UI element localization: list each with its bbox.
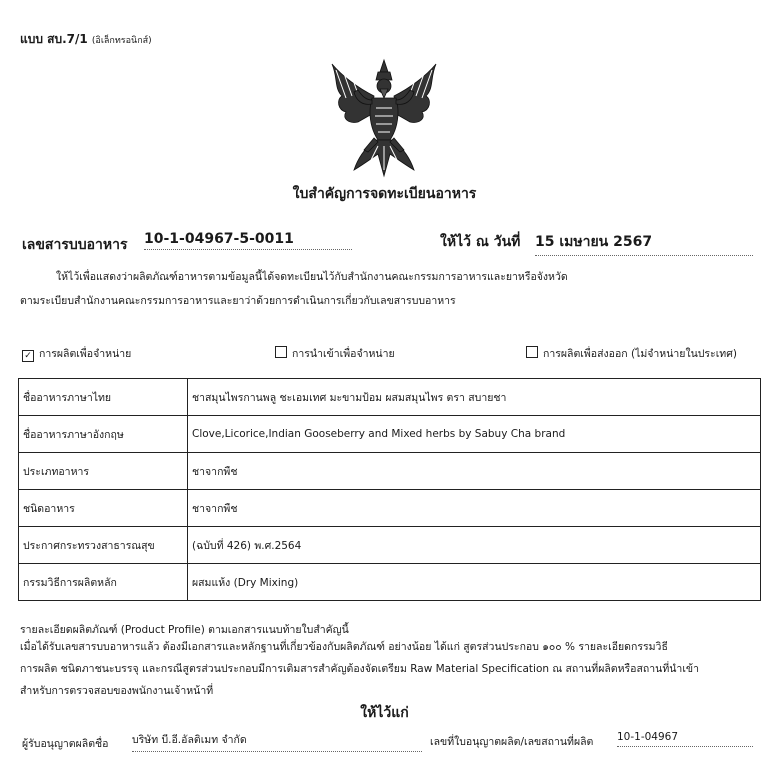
table-row	[19, 490, 761, 527]
detail-line-2: เมื่อได้รับเลขสารบบอาหารแล้ว ต้องมีเอกสารและหลักฐานที่เกี่ยวข้องกับผลิตภัณฑ์ อย่างน้อย ได้แก่ สูตรส่วนประกอบ ๑๐๐ % รายละเอียดกรรมวิธี	[20, 641, 668, 653]
detail-line-4: สำหรับการตรวจสอบของพนักงานเจ้าหน้าที่	[20, 685, 214, 697]
intro-line-1: ให้ไว้เพื่อแสดงว่าผลิตภัณฑ์อาหารตามข้อมูลนี้ได้จดทะเบียนไว้กับสำนักงานคณะกรรมการอาหารและยาหรือจังหวัด	[56, 271, 568, 283]
intro-line-2: ตามระเบียบสำนักงานคณะกรรมการอาหารและยาว่าด้วยการดำเนินการเกี่ยวกับเลขสารบบอาหาร	[20, 295, 456, 307]
row-label: ประกาศกระทรวงสาธารณสุข	[19, 527, 188, 564]
checkbox-unchecked-icon	[526, 346, 538, 358]
purpose-option-manufacture	[22, 345, 131, 362]
checkbox-unchecked-icon	[275, 346, 287, 358]
row-value: Clove,Licorice,Indian Gooseberry and Mixed herbs by Sabuy Cha brand	[188, 416, 761, 453]
table-row	[19, 564, 761, 601]
purpose-option-import	[275, 345, 395, 362]
checkbox-checked-icon: ✓	[22, 350, 34, 362]
site-number-label: เลขที่ใบอนุญาตผลิต/เลขสถานที่ผลิต	[430, 736, 594, 748]
row-value: ชาจากพืช	[188, 453, 761, 490]
serial-number-label: เลขสารบบอาหาร	[22, 237, 128, 253]
purpose-label: การนำเข้าเพื่อจำหน่าย	[292, 348, 395, 360]
document-title: ใบสำคัญการจดทะเบียนอาหาร	[292, 186, 477, 202]
table-row	[19, 416, 761, 453]
row-label: ชนิดอาหาร	[19, 490, 188, 527]
purpose-label: การผลิตเพื่อส่งออก (ไม่จำหน่ายในประเทศ)	[543, 348, 737, 360]
issued-date-label: ให้ไว้ ณ วันที่	[440, 234, 521, 250]
garuda-emblem-icon	[328, 58, 440, 178]
licensee-value: บริษัท บี.อี.อัลติเมท จำกัด	[132, 731, 422, 752]
serial-number-value: 10-1-04967-5-0011	[144, 231, 352, 250]
detail-line-3: การผลิต ชนิดภาชนะบรรจุ และกรณีสูตรส่วนประกอบมีการเติมสารสำคัญต้องจัดเตรียม Raw Material Specification ณ สถานที่ผลิตหรือสถานที่นำเข้า	[20, 663, 699, 675]
purpose-label: การผลิตเพื่อจำหน่าย	[39, 348, 132, 360]
food-info-table	[18, 378, 761, 601]
form-code-text: แบบ สบ.7/1	[20, 32, 88, 46]
row-value: ชาจากพืช	[188, 490, 761, 527]
table-row	[19, 453, 761, 490]
detail-line-1: รายละเอียดผลิตภัณฑ์ (Product Profile) ตามเอกสารแนบท้ายใบสำคัญนี้	[20, 624, 349, 636]
table-row	[19, 527, 761, 564]
issued-date-value: 15 เมษายน 2567	[535, 231, 753, 256]
table-row	[19, 379, 761, 416]
form-code	[20, 30, 152, 49]
row-label: ประเภทอาหาร	[19, 453, 188, 490]
form-code-note: (อิเล็กทรอนิกส์)	[91, 36, 152, 46]
row-value: ผสมแห้ง (Dry Mixing)	[188, 564, 761, 601]
issued-to-heading: ให้ไว้แก่	[360, 705, 409, 721]
site-number-value: 10-1-04967	[617, 731, 753, 747]
row-label: ชื่ออาหารภาษาไทย	[19, 379, 188, 416]
row-label: กรรมวิธีการผลิตหลัก	[19, 564, 188, 601]
row-label: ชื่ออาหารภาษาอังกฤษ	[19, 416, 188, 453]
licensee-label: ผู้รับอนุญาตผลิตชื่อ	[22, 738, 109, 750]
row-value: ชาสมุนไพรกานพลู ชะเอมเทศ มะขามป้อม ผสมสมุนไพร ตรา สบายชา	[188, 379, 761, 416]
purpose-option-export	[526, 345, 737, 362]
row-value: (ฉบับที่ 426) พ.ศ.2564	[188, 527, 761, 564]
